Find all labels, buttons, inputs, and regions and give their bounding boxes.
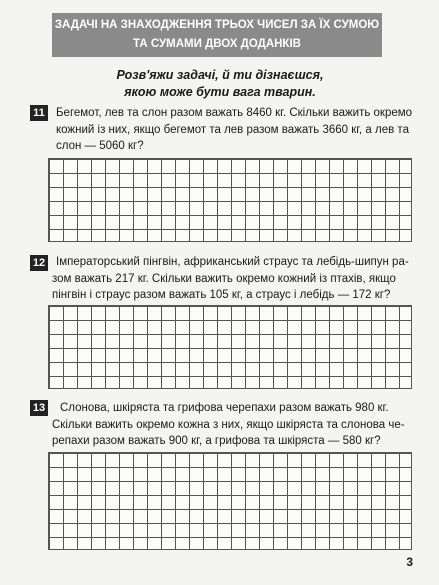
task-12-line: зом важать 217 кг. Скільки важить окремо кожний із птахів, якщо [52,272,396,285]
task-11-line: Бегемот, лев та слон разом важать 8460 кг. Скільки важить окремо [56,107,413,119]
answer-grid-task-12[interactable] [48,305,412,389]
task-11-line: слон — 5060 кг? [56,140,144,152]
header-line-2: ТА СУМАМИ ДВОХ ДОДАНКІВ [133,38,301,50]
task-13-text [52,400,416,450]
task-13-line: Слонова, шкіряста та грифова черепахи разом важать 980 кг. [60,402,389,414]
task-number-12: 12 [30,255,48,271]
header-line-1: ЗАДАЧІ НА ЗНАХОДЖЕННЯ ТРЬОХ ЧИСЕЛ ЗА ЇХ СУМОЮ [54,19,380,31]
answer-grid-task-11[interactable] [48,158,412,242]
task-11-text [56,105,416,155]
task-12-line: пінгвін і страус разом важать 105 кг, а страус і лебідь — 172 кг? [52,289,391,301]
page-header [52,13,382,57]
task-12-text [52,254,416,304]
task-number-13: 13 [30,400,48,416]
answer-grid-task-13[interactable] [48,452,412,550]
instructions-line-1: Розв'яжи задачі, й ти дізнаєшся, [116,68,324,82]
task-13-line: Скільки важить окремо кожна з них, якщо шкіряста та слонова че- [52,418,405,431]
task-11-line: кожний із них, якщо бегемот та лев разом важать 3660 кг, а лев та [56,123,409,136]
instructions [60,67,380,101]
task-12-line: Імператорський пінгвін, африканський страус та лебідь-шипун ра- [56,256,409,268]
task-13-line: репахи разом важать 900 кг, а грифова та шкіряста — 580 кг? [52,435,381,447]
instructions-line-2: якою може бути вага тварин. [124,85,316,99]
task-number-11: 11 [30,105,48,121]
page-number: 3 [406,555,413,569]
